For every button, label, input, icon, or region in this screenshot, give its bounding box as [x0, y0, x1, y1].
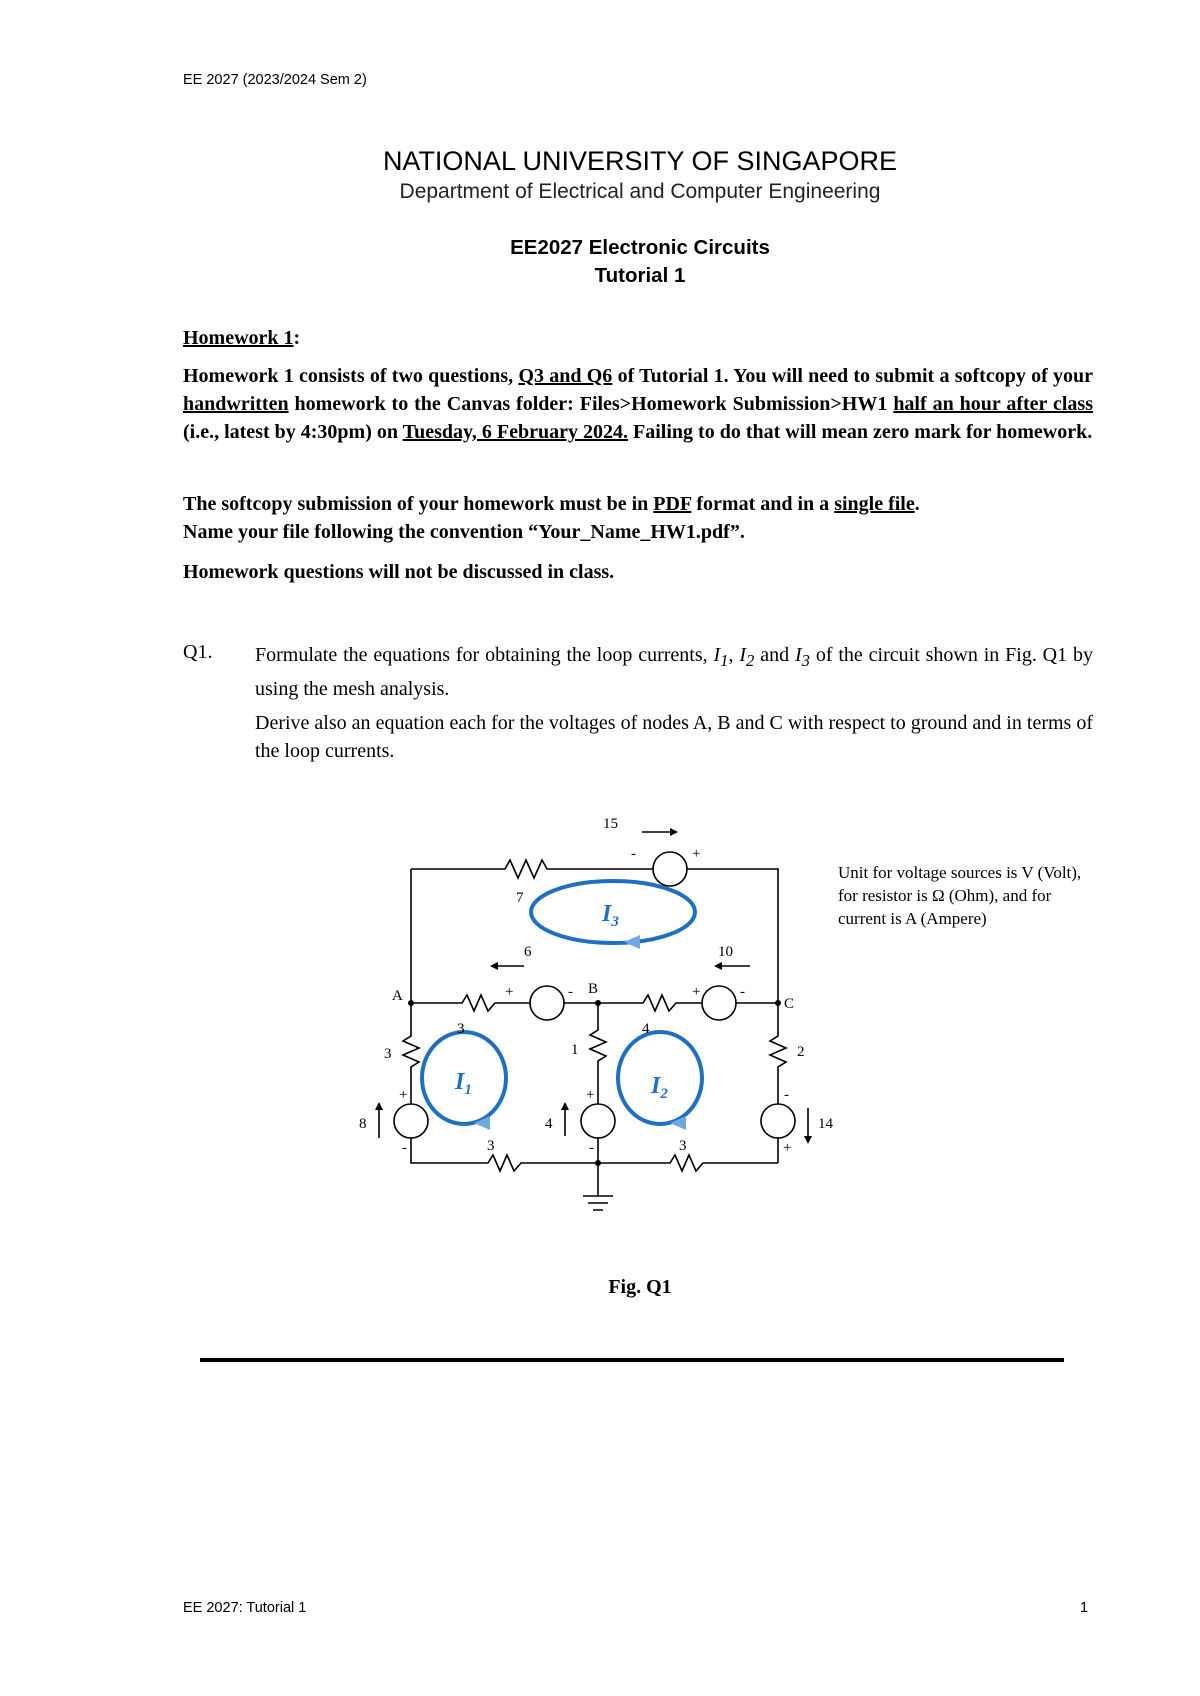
- polarity-minus: -: [402, 1140, 407, 1156]
- loop-symbol: I: [602, 901, 612, 927]
- loop-i2-label: [650, 1073, 668, 1102]
- homework-paragraph-1: [183, 362, 1093, 446]
- polarity-plus: +: [692, 846, 701, 862]
- resistor-right-label: 2: [797, 1044, 805, 1060]
- homework-heading-colon: :: [293, 327, 301, 349]
- polarity-minus: -: [740, 984, 745, 1000]
- text-run: .: [914, 493, 920, 515]
- tutorial-title: Tutorial 1: [594, 264, 686, 287]
- underlined-run: half an hour after class: [893, 393, 1093, 415]
- text-run: Name your file following the convention “Your_Name_HW1.pdf”.: [183, 521, 745, 543]
- polarity-plus: +: [505, 984, 514, 1000]
- source-right-label: 14: [818, 1116, 833, 1132]
- underlined-run: single file: [834, 493, 915, 515]
- polarity-plus: +: [399, 1087, 408, 1103]
- resistor-bc-label: 4: [642, 1021, 650, 1037]
- subscript: 3: [801, 651, 810, 670]
- symbol: I: [794, 644, 802, 666]
- source-middle-label: 4: [545, 1116, 553, 1132]
- text-run: and: [754, 644, 795, 666]
- department-name: Department of Electrical and Computer Engineering: [399, 180, 881, 203]
- node-b-label: B: [588, 981, 599, 997]
- text-run: Formulate the equations for obtaining the loop currents,: [255, 644, 714, 666]
- text-run: The softcopy submission of your homework must be in: [183, 493, 654, 515]
- polarity-plus: +: [586, 1087, 595, 1103]
- loop-i3-label: [601, 901, 619, 930]
- resistor-top-label: 7: [516, 890, 524, 906]
- polarity-minus: -: [589, 1140, 594, 1156]
- page-header: EE 2027 (2023/2024 Sem 2): [183, 72, 367, 88]
- text-run: ,: [728, 644, 740, 666]
- loop-subscript: 1: [464, 1082, 472, 1098]
- polarity-plus: +: [692, 984, 701, 1000]
- unit-note: Unit for voltage sources is V (Volt), for resistor is Ω (Ohm), and for current is A (Ampere): [838, 863, 1082, 928]
- text-run: Failing to do that will mean zero mark for homework.: [628, 421, 1093, 443]
- underlined-run: Tuesday, 6 February 2024.: [402, 421, 629, 443]
- homework-paragraph-3: Homework questions will not be discussed in class.: [183, 561, 615, 583]
- homework-heading-text: Homework 1: [183, 327, 294, 349]
- text-run: (i.e., latest by 4:30pm) on: [183, 421, 403, 443]
- source-ab-label: 6: [524, 944, 532, 960]
- question-1-paragraph-1: [255, 641, 1093, 703]
- source-top-label: 15: [603, 818, 618, 832]
- polarity-plus: +: [783, 1140, 792, 1156]
- symbol: I: [713, 644, 721, 666]
- loop-subscript: 2: [660, 1086, 668, 1102]
- resistor-bottom-left-label: 3: [487, 1138, 495, 1154]
- loop-symbol: I: [651, 1073, 661, 1099]
- subscript: 1: [720, 651, 729, 670]
- figure-caption: Fig. Q1: [608, 1276, 672, 1298]
- node-c-label: C: [784, 996, 795, 1012]
- text-run: of the circuit shown in Fig. Q1 by using the mesh analysis.: [255, 644, 1093, 700]
- homework-heading: [183, 324, 1093, 352]
- course-title: EE2027 Electronic Circuits: [510, 236, 770, 259]
- homework-paragraph-2: [183, 490, 1093, 546]
- node-a-label: A: [392, 988, 403, 1004]
- university-name: NATIONAL UNIVERSITY OF SINGAPORE: [382, 146, 898, 176]
- polarity-minus: -: [631, 846, 636, 862]
- underlined-run: PDF: [653, 493, 692, 515]
- polarity-minus: -: [568, 984, 573, 1000]
- current-symbol: [739, 644, 755, 670]
- loop-i1-label: [454, 1069, 472, 1098]
- resistor-ab-label: 3: [457, 1021, 465, 1037]
- loop-symbol: I: [455, 1069, 465, 1095]
- page-number: 1: [1080, 1600, 1089, 1616]
- underlined-run: Q3 and Q6: [518, 365, 613, 387]
- text-run: Homework 1 consists of two questions,: [183, 365, 519, 387]
- source-bc-label: 10: [718, 944, 733, 960]
- polarity-minus: -: [784, 1087, 789, 1103]
- resistor-bottom-right-label: 3: [679, 1138, 687, 1154]
- resistor-left-label: 3: [384, 1046, 392, 1062]
- underlined-run: handwritten: [183, 393, 289, 415]
- symbol: I: [739, 644, 747, 666]
- text-run: of Tutorial 1. You will need to submit a softcopy of your: [612, 365, 1093, 387]
- question-number: Q1.: [183, 641, 213, 663]
- resistor-middle-label: 1: [571, 1042, 579, 1058]
- current-symbol: [713, 644, 729, 670]
- current-symbol: [794, 644, 810, 670]
- text-run: format and in a: [691, 493, 835, 515]
- horizontal-rule: [200, 1358, 1064, 1362]
- text-run: homework to the Canvas folder: Files>Homework Submission>HW1: [288, 393, 894, 415]
- question-1-paragraph-2: Derive also an equation each for the voltages of nodes A, B and C with respect to ground and in terms of the loop currents.: [255, 712, 1093, 762]
- page-footer: EE 2027: Tutorial 1: [183, 1600, 307, 1616]
- source-left-label: 8: [359, 1116, 367, 1132]
- subscript: 2: [746, 651, 755, 670]
- loop-subscript: 3: [611, 914, 619, 930]
